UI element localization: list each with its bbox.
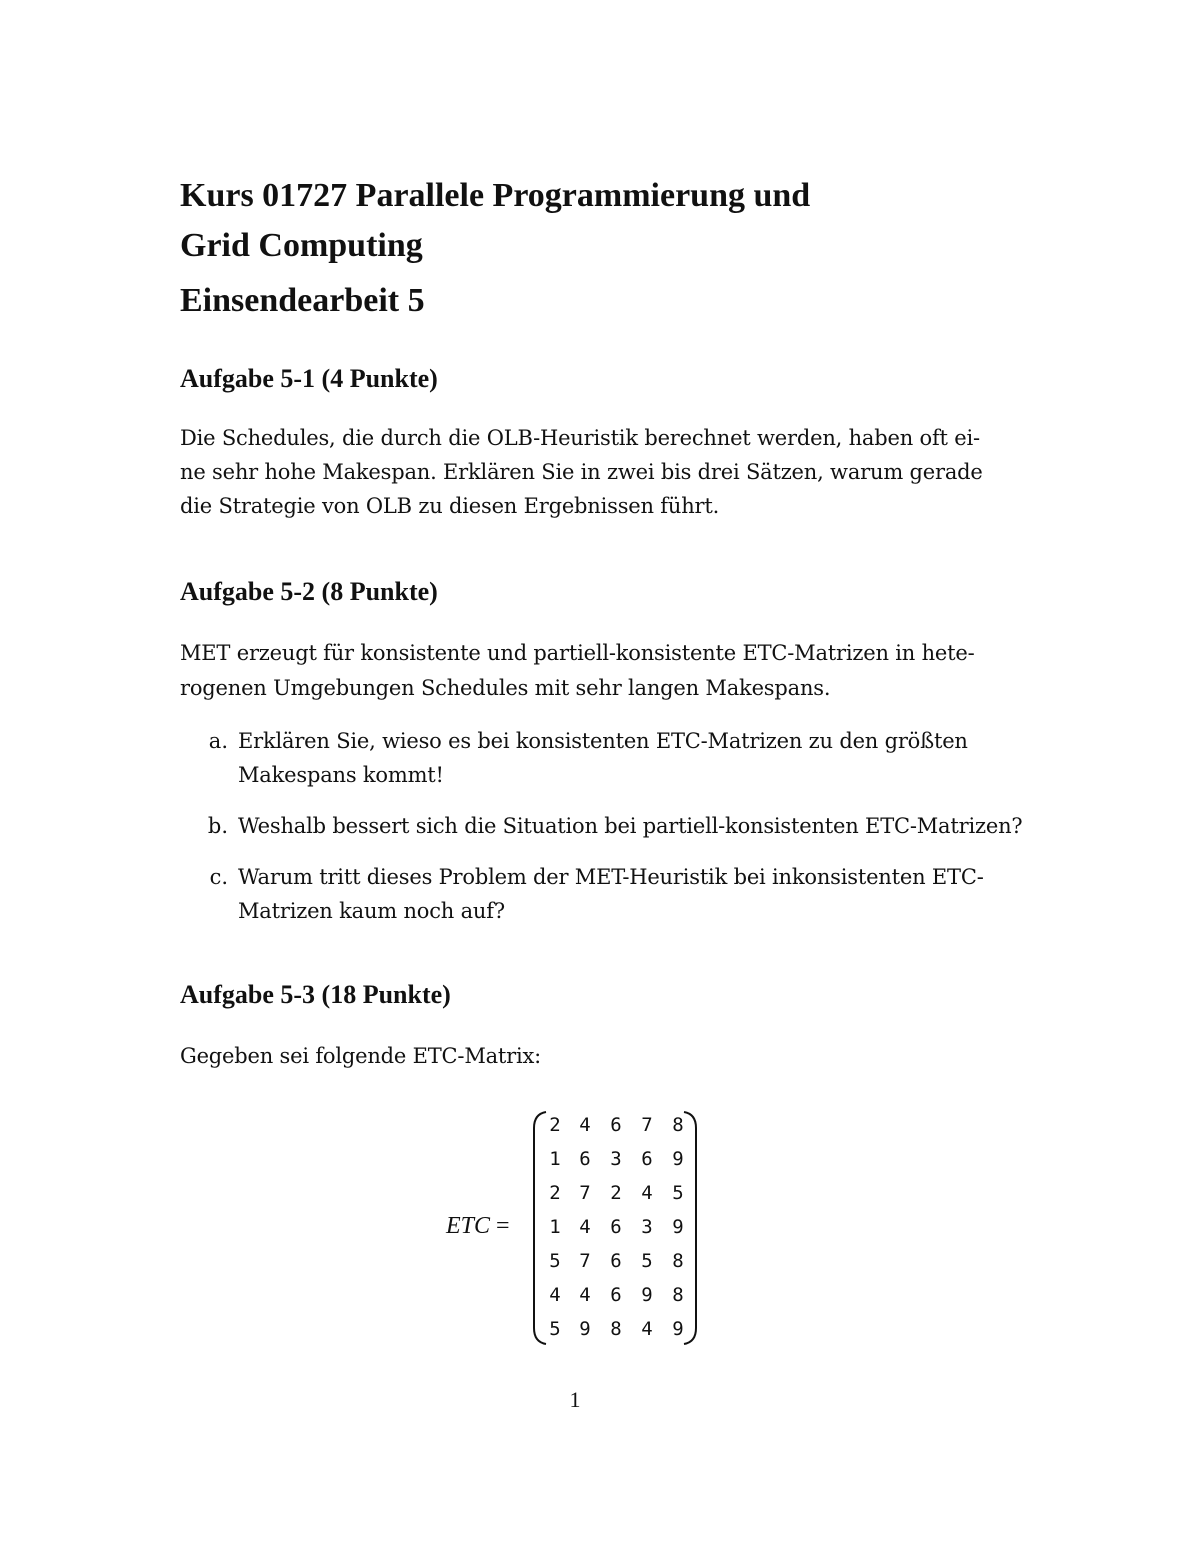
task-2-text-line: MET erzeugt für konsistente und partiell-konsistente ETC-Matrizen in hete- bbox=[180, 641, 975, 665]
matrix-cell: 2 bbox=[549, 1182, 561, 1204]
matrix-cell: 5 bbox=[641, 1250, 653, 1272]
matrix-cell: 9 bbox=[641, 1284, 653, 1306]
matrix-cell: 4 bbox=[641, 1318, 653, 1340]
matrix-cell: 6 bbox=[641, 1148, 653, 1170]
matrix-cell: 6 bbox=[610, 1250, 622, 1272]
etc-matrix bbox=[530, 1108, 700, 1348]
matrix-cell: 6 bbox=[610, 1114, 622, 1136]
matrix-cell: 8 bbox=[672, 1114, 684, 1136]
document-title-line-1: Kurs 01727 Parallele Programmierung und bbox=[180, 177, 811, 214]
page-number: 1 bbox=[569, 1387, 581, 1412]
matrix-cell: 9 bbox=[579, 1318, 591, 1340]
matrix-symbol: ETC bbox=[446, 1213, 491, 1239]
matrix-cell: 4 bbox=[579, 1216, 591, 1238]
task-2-item-a-marker: a. bbox=[208, 729, 228, 753]
task-2-item-c-text: Warum tritt dieses Problem der MET-Heuristik bei inkonsistenten ETC- bbox=[238, 865, 984, 889]
matrix-cell: 5 bbox=[549, 1250, 561, 1272]
task-2-heading: Aufgabe 5-2 (8 Punkte) bbox=[180, 577, 438, 606]
matrix-cell: 4 bbox=[579, 1114, 591, 1136]
task-1-text-line: Die Schedules, die durch die OLB-Heuristik berechnet werden, haben oft ei- bbox=[180, 426, 980, 450]
matrix-cell: 9 bbox=[672, 1318, 684, 1340]
matrix-cell: 5 bbox=[672, 1182, 684, 1204]
matrix-cell: 8 bbox=[672, 1250, 684, 1272]
matrix-cell: 9 bbox=[672, 1216, 684, 1238]
matrix-cell: 7 bbox=[579, 1250, 591, 1272]
matrix-cell: 5 bbox=[549, 1318, 561, 1340]
matrix-cell: 1 bbox=[549, 1216, 561, 1238]
task-3-heading: Aufgabe 5-3 (18 Punkte) bbox=[180, 980, 451, 1009]
matrix-cell: 6 bbox=[579, 1148, 591, 1170]
matrix-cell: 4 bbox=[549, 1284, 561, 1306]
equals-sign: = bbox=[496, 1213, 510, 1239]
matrix-cell: 6 bbox=[610, 1284, 622, 1306]
matrix-cell: 3 bbox=[610, 1148, 622, 1170]
task-2-item-c-text: Matrizen kaum noch auf? bbox=[238, 899, 505, 923]
task-2-item-b-text: Weshalb bessert sich die Situation bei partiell-konsistenten ETC-Matrizen? bbox=[238, 814, 1023, 838]
matrix-cell: 8 bbox=[610, 1318, 622, 1340]
task-2-text-line: rogenen Umgebungen Schedules mit sehr langen Makespans. bbox=[180, 676, 831, 700]
matrix-cell: 7 bbox=[641, 1114, 653, 1136]
matrix-cell: 4 bbox=[579, 1284, 591, 1306]
task-2-item-a-text: Erklären Sie, wieso es bei konsistenten ETC-Matrizen zu den größten bbox=[238, 729, 968, 753]
matrix-cell: 3 bbox=[641, 1216, 653, 1238]
task-2-item-a-text: Makespans kommt! bbox=[238, 763, 444, 787]
task-1-heading: Aufgabe 5-1 (4 Punkte) bbox=[180, 364, 438, 393]
matrix-cell: 2 bbox=[549, 1114, 561, 1136]
matrix-cell: 9 bbox=[672, 1148, 684, 1170]
matrix-cell: 7 bbox=[579, 1182, 591, 1204]
matrix-cell: 2 bbox=[610, 1182, 622, 1204]
matrix-equation-label bbox=[446, 1210, 510, 1242]
task-1-text-line: ne sehr hohe Makespan. Erklären Sie in zwei bis drei Sätzen, warum gerade bbox=[180, 460, 983, 484]
task-2-item-c-marker: c. bbox=[209, 865, 228, 889]
task-1-text-line: die Strategie von OLB zu diesen Ergebnissen führt. bbox=[180, 494, 720, 518]
document-title-line-3: Einsendearbeit 5 bbox=[180, 282, 425, 319]
matrix-cell: 1 bbox=[549, 1148, 561, 1170]
matrix-cell: 4 bbox=[641, 1182, 653, 1204]
matrix-cell: 8 bbox=[672, 1284, 684, 1306]
document-title-line-2: Grid Computing bbox=[180, 227, 423, 264]
matrix-cell: 6 bbox=[610, 1216, 622, 1238]
task-3-intro: Gegeben sei folgende ETC-Matrix: bbox=[180, 1044, 542, 1068]
task-2-item-b-marker: b. bbox=[207, 814, 228, 838]
